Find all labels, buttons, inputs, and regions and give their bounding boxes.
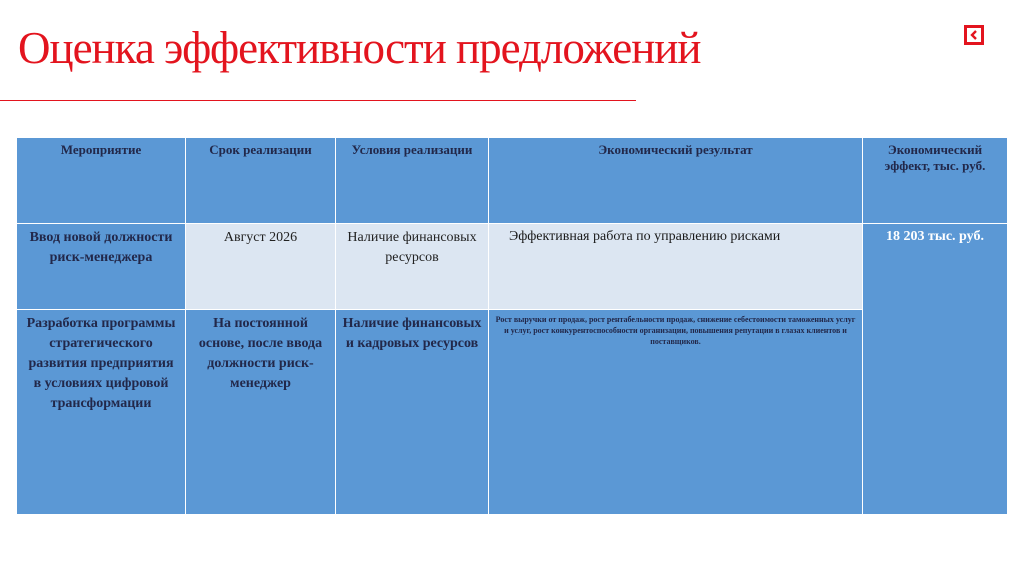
header-cell-effect: Экономический эффект, тыс. руб. (863, 138, 1008, 224)
cell-event: Ввод новой должности риск-менеджера (17, 224, 186, 310)
cell-term: На постоянной основе, после ввода должности риск-менеджер (186, 310, 336, 515)
header-cell-event: Мероприятие (17, 138, 186, 224)
title-underline (0, 100, 636, 101)
cell-conditions: Наличие финансовых и кадровых ресурсов (336, 310, 489, 515)
evaluation-table (16, 137, 1008, 515)
cell-conditions: Наличие финансовых ресурсов (336, 224, 489, 310)
header-cell-result: Экономический результат (489, 138, 863, 224)
back-button[interactable] (964, 25, 984, 45)
table-row (17, 310, 1008, 515)
cell-event: Разработка программы стратегического развития предприятия в условиях цифровой трансформации (17, 310, 186, 515)
cell-effect: 18 203 тыс. руб. (863, 224, 1008, 515)
cell-term: Август 2026 (186, 224, 336, 310)
header-cell-conditions: Условия реализации (336, 138, 489, 224)
header-cell-term: Срок реализации (186, 138, 336, 224)
cell-result: Рост выручки от продаж, рост рентабельности продаж, снижение себестоимости таможенных услуг и услуг, рост конкурентоспособности организации, повышения репутации в глазах клиентов и поставщиков. (489, 310, 863, 515)
back-arrow-icon (969, 30, 979, 40)
table-row (17, 224, 1008, 310)
cell-result: Эффективная работа по управлению рисками (489, 224, 863, 310)
table-header-row (17, 138, 1008, 224)
slide-title: Оценка эффективности предложений (18, 23, 701, 73)
